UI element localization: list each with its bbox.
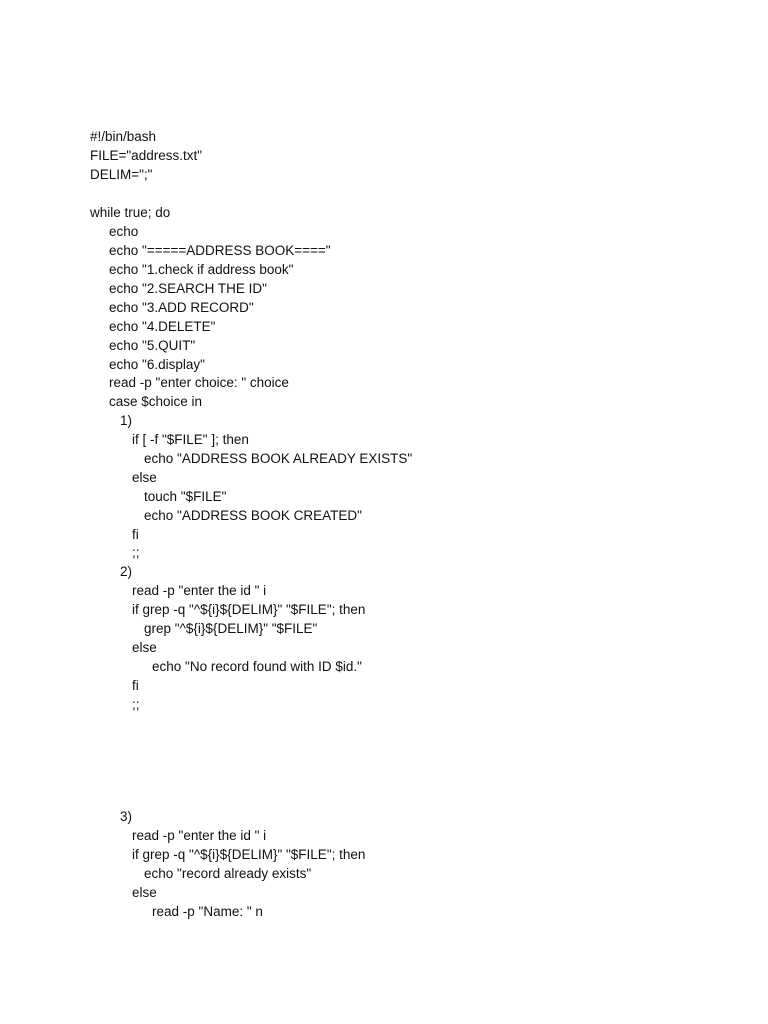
code-line: if [ -f "$FILE" ]; then	[132, 432, 249, 447]
code-line: read -p "enter choice: " choice	[109, 375, 289, 390]
code-line: 1)	[120, 413, 133, 428]
code-line: echo "6.display"	[109, 357, 205, 372]
code-line: 2)	[120, 564, 133, 579]
code-line: ;;	[132, 545, 140, 560]
code-line: DELIM=";"	[90, 167, 153, 182]
code-line: #!/bin/bash	[90, 129, 157, 144]
code-line: 3)	[120, 809, 133, 824]
code-line: else	[132, 470, 157, 485]
code-line: case $choice in	[109, 394, 203, 409]
code-line: echo	[109, 224, 139, 239]
code-line: read -p "enter the id " i	[132, 828, 267, 843]
code-line: if grep -q "^${i}${DELIM}" "$FILE"; then	[132, 602, 366, 617]
code-line: echo "=====ADDRESS BOOK===="	[109, 243, 331, 258]
code-line: echo "ADDRESS BOOK ALREADY EXISTS"	[144, 451, 413, 466]
code-line: fi	[132, 678, 139, 693]
code-line: FILE="address.txt"	[90, 148, 203, 163]
code-line: echo "3.ADD RECORD"	[109, 300, 254, 315]
code-line: echo "ADDRESS BOOK CREATED"	[144, 508, 362, 523]
code-line: echo "5.QUIT"	[109, 338, 196, 353]
code-line: echo "2.SEARCH THE ID"	[109, 281, 267, 296]
code-line: fi	[132, 527, 139, 542]
code-line: grep "^${i}${DELIM}" "$FILE"	[144, 621, 318, 636]
code-line: echo "No record found with ID $id."	[152, 659, 362, 674]
code-line: echo "1.check if address book"	[109, 262, 294, 277]
code-line: while true; do	[90, 205, 171, 220]
code-line: else	[132, 640, 157, 655]
code-line: read -p "Name: " n	[152, 904, 263, 919]
code-line: echo "4.DELETE"	[109, 319, 216, 334]
code-line: if grep -q "^${i}${DELIM}" "$FILE"; then	[132, 847, 366, 862]
code-line: else	[132, 885, 157, 900]
code-line: ;;	[132, 697, 140, 712]
code-line: read -p "enter the id " i	[132, 583, 267, 598]
code-line: echo "record already exists"	[144, 866, 312, 881]
code-line: touch "$FILE"	[144, 489, 227, 504]
